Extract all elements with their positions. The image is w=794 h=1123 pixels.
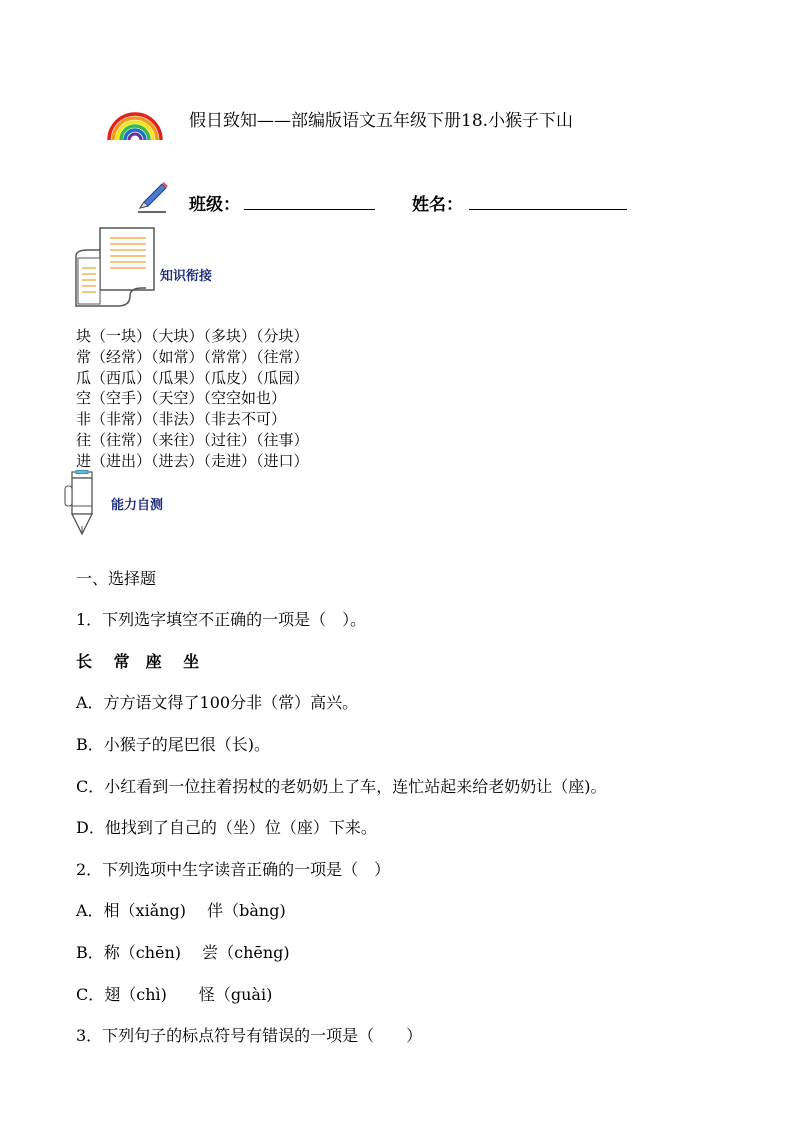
- word-row: 非（非常）（非法）（非去不可）: [76, 410, 287, 429]
- word-row: 瓜（西瓜）（瓜果）（瓜皮）（瓜园）: [76, 368, 309, 387]
- pen-icon: [62, 470, 102, 538]
- name-label: 姓名：: [412, 195, 463, 215]
- word-row: 往（往常）（来往）（过往）（往事）: [76, 430, 309, 449]
- name-field[interactable]: [469, 209, 627, 210]
- word-row: 进（进出）（进去）（走进）（进口）: [76, 451, 309, 470]
- question-1: 1．下列选字填空不正确的一项是（ ）。: [76, 610, 367, 629]
- scroll-document-icon: [74, 226, 158, 310]
- section-ability-heading: 能力自测: [111, 498, 164, 513]
- question-1-option-c[interactable]: C．小红看到一位拄着拐杖的老奶奶上了车，连忙站起来给老奶奶让（座)。: [76, 777, 607, 796]
- question-1-option-a[interactable]: A．方方语文得了100分非（常）高兴。: [76, 693, 359, 712]
- question-2: 2．下列选项中生字读音正确的一项是（ ）: [76, 860, 391, 879]
- word-row: 块（一块）（大块）（多块）（分块）: [76, 327, 309, 345]
- question-1-option-d[interactable]: D．他找到了自己的（坐）位（座）下来。: [76, 818, 377, 837]
- question-3: 3．下列句子的标点符号有错误的一项是（ ）: [76, 1026, 423, 1045]
- page-title: 假日致知——部编版语文五年级下册18.小猴子下山: [189, 111, 574, 131]
- rainbow-icon: [106, 108, 164, 142]
- word-row: 常（经常）（如常）（常常）（往常）: [76, 347, 309, 366]
- section-knowledge-heading: 知识衔接: [160, 269, 213, 284]
- pencil-icon: [136, 180, 170, 214]
- question-1-option-b[interactable]: B．小猴子的尾巴很（长)。: [76, 735, 271, 754]
- question-2-option-b[interactable]: B．称（chēn) 尝（chēng): [76, 943, 290, 962]
- part-title: 一、选择题: [76, 569, 157, 588]
- question-1-chars: 长 常 座 坐: [76, 652, 200, 671]
- question-2-option-c[interactable]: C．翅（chì) 怪（guài): [76, 985, 273, 1004]
- class-label: 班级：: [189, 195, 240, 215]
- word-list: [76, 326, 309, 472]
- question-2-option-a[interactable]: A．相（xiǎng) 伴（bàng): [76, 901, 286, 920]
- class-field[interactable]: [244, 209, 375, 210]
- word-row: 空（空手）（天空）（空空如也）: [76, 389, 287, 408]
